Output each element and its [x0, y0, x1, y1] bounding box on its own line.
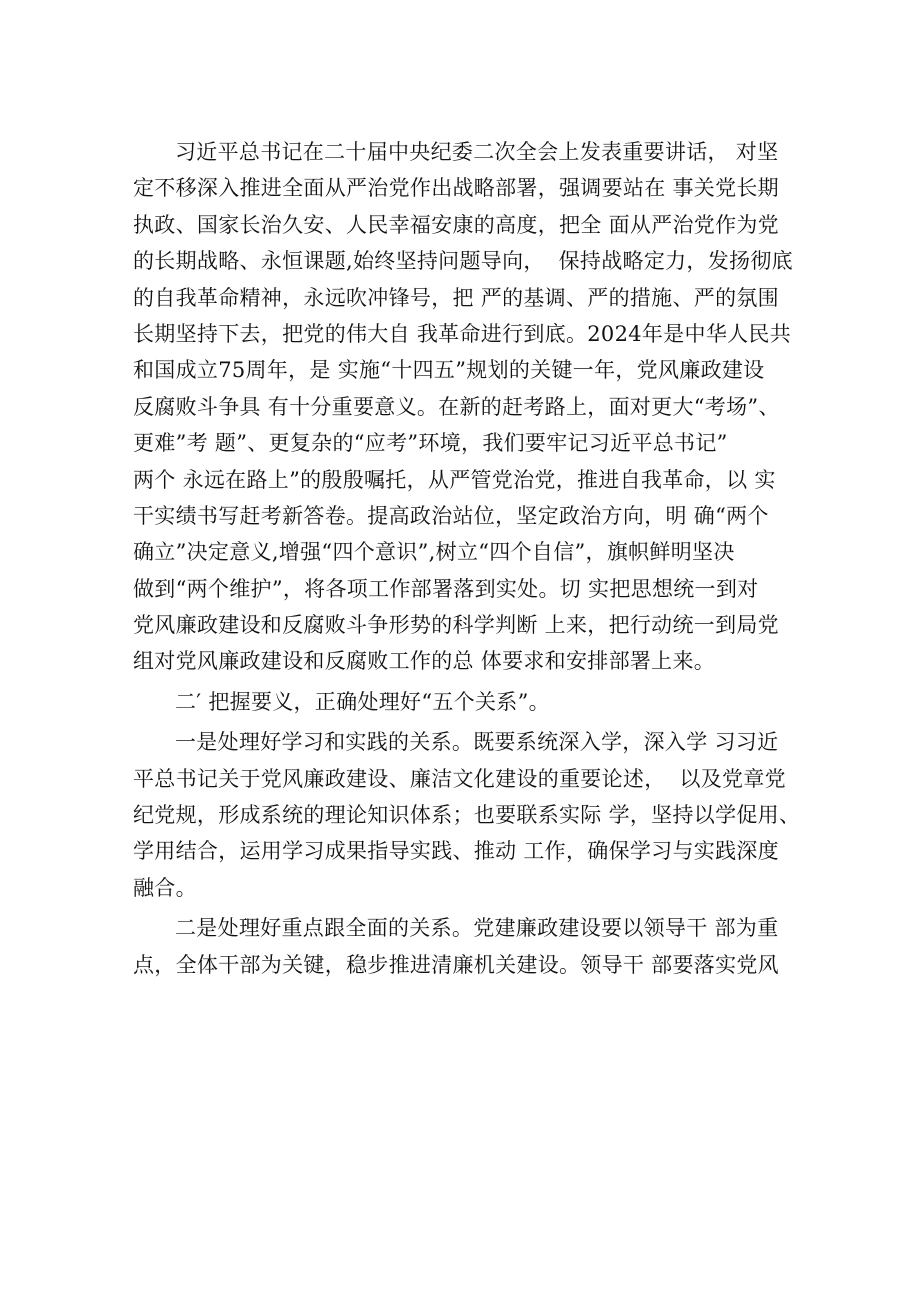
- paragraph-line: 学用结合，运用学习成果指导实践、推动 工作，确保学习与实践深度: [133, 839, 779, 864]
- paragraph-line: 的长期战略、永恒课题,始终坚持问题导向， 保持战略定力，发扬彻底: [133, 249, 793, 274]
- paragraph-line: 干实绩书写赶考新答卷。提高政治站位，坚定政治方向，明 确“两个: [133, 503, 769, 528]
- paragraph-line: 平总书记关于党风廉政建设、廉洁文化建设的重要论述， 以及党章党: [133, 766, 786, 791]
- paragraph-line: 融合。: [133, 875, 197, 900]
- paragraph-line: 长期坚持下去，把党的伟大自 我革命进行到底。2024年是中华人民共: [133, 321, 792, 346]
- document-body: [133, 134, 801, 983]
- paragraph-line: 和国成立75周年，是 实施“十四五”规划的关键一年，党风廉政建设: [133, 358, 765, 383]
- paragraph-line: 纪党规，形成系统的理论知识体系；也要联系实际 学，坚持以学促用、: [133, 803, 801, 828]
- paragraph-4: [133, 910, 798, 983]
- paragraph-line: 更难”考 题”、更复杂的“应考”环境，我们要牢记习近平总书记”: [133, 431, 728, 456]
- paragraph-line: 反腐败斗争具 有十分重要意义。在新的赶考路上，面对更大“考场”、: [133, 394, 780, 419]
- paragraph-line: 定不移深入推进全面从严治党作出战略部署，强调要站在 事关党长期: [133, 176, 779, 201]
- paragraph-line: 一是处理好学习和实践的关系。既要系统深入学，深入学 习习近: [175, 730, 779, 755]
- paragraph-line: 确立”决定意义,增强“四个意识”,树立“四个自信”，旗帜鲜明坚决: [133, 540, 735, 565]
- paragraph-line: 两个 永远在路上”的殷殷嘱托，从严管党治党，推进自我革命，以 实: [133, 467, 776, 492]
- paragraph-line: 二是处理好重点跟全面的关系。党建廉政建设要以领导干 部为重: [175, 916, 779, 941]
- paragraph-3: [133, 724, 801, 906]
- section-heading: [133, 684, 798, 720]
- paragraph-line: 习近平总书记在二十届中央纪委二次全会上发表重要讲话， 对坚: [175, 140, 779, 164]
- paragraph-line: 的自我革命精神，永远吹冲锋号，把 严的基调、严的措施、严的氛围: [133, 285, 779, 310]
- section-heading-text: 二′ 把握要义，正确处理好“五个关系”。: [175, 689, 550, 714]
- paragraph-1: [133, 134, 798, 680]
- paragraph-line: 组对党风廉政建设和反腐败工作的总 体要求和安排部署上来。: [133, 649, 716, 674]
- paragraph-line: 执政、国家长治久安、人民幸福安康的高度，把全 面从严治党作为党: [133, 212, 779, 237]
- paragraph-line: 做到“两个维护”，将各项工作部署落到实处。切 实把思想统一到对: [133, 576, 759, 601]
- paragraph-line: 党风廉政建设和反腐败斗争形势的科学判断 上来，把行动统一到局党: [133, 613, 779, 638]
- paragraph-line: 点，全体干部为关键，稳步推进清廉机关建设。领导干 部要落实党风: [133, 952, 779, 977]
